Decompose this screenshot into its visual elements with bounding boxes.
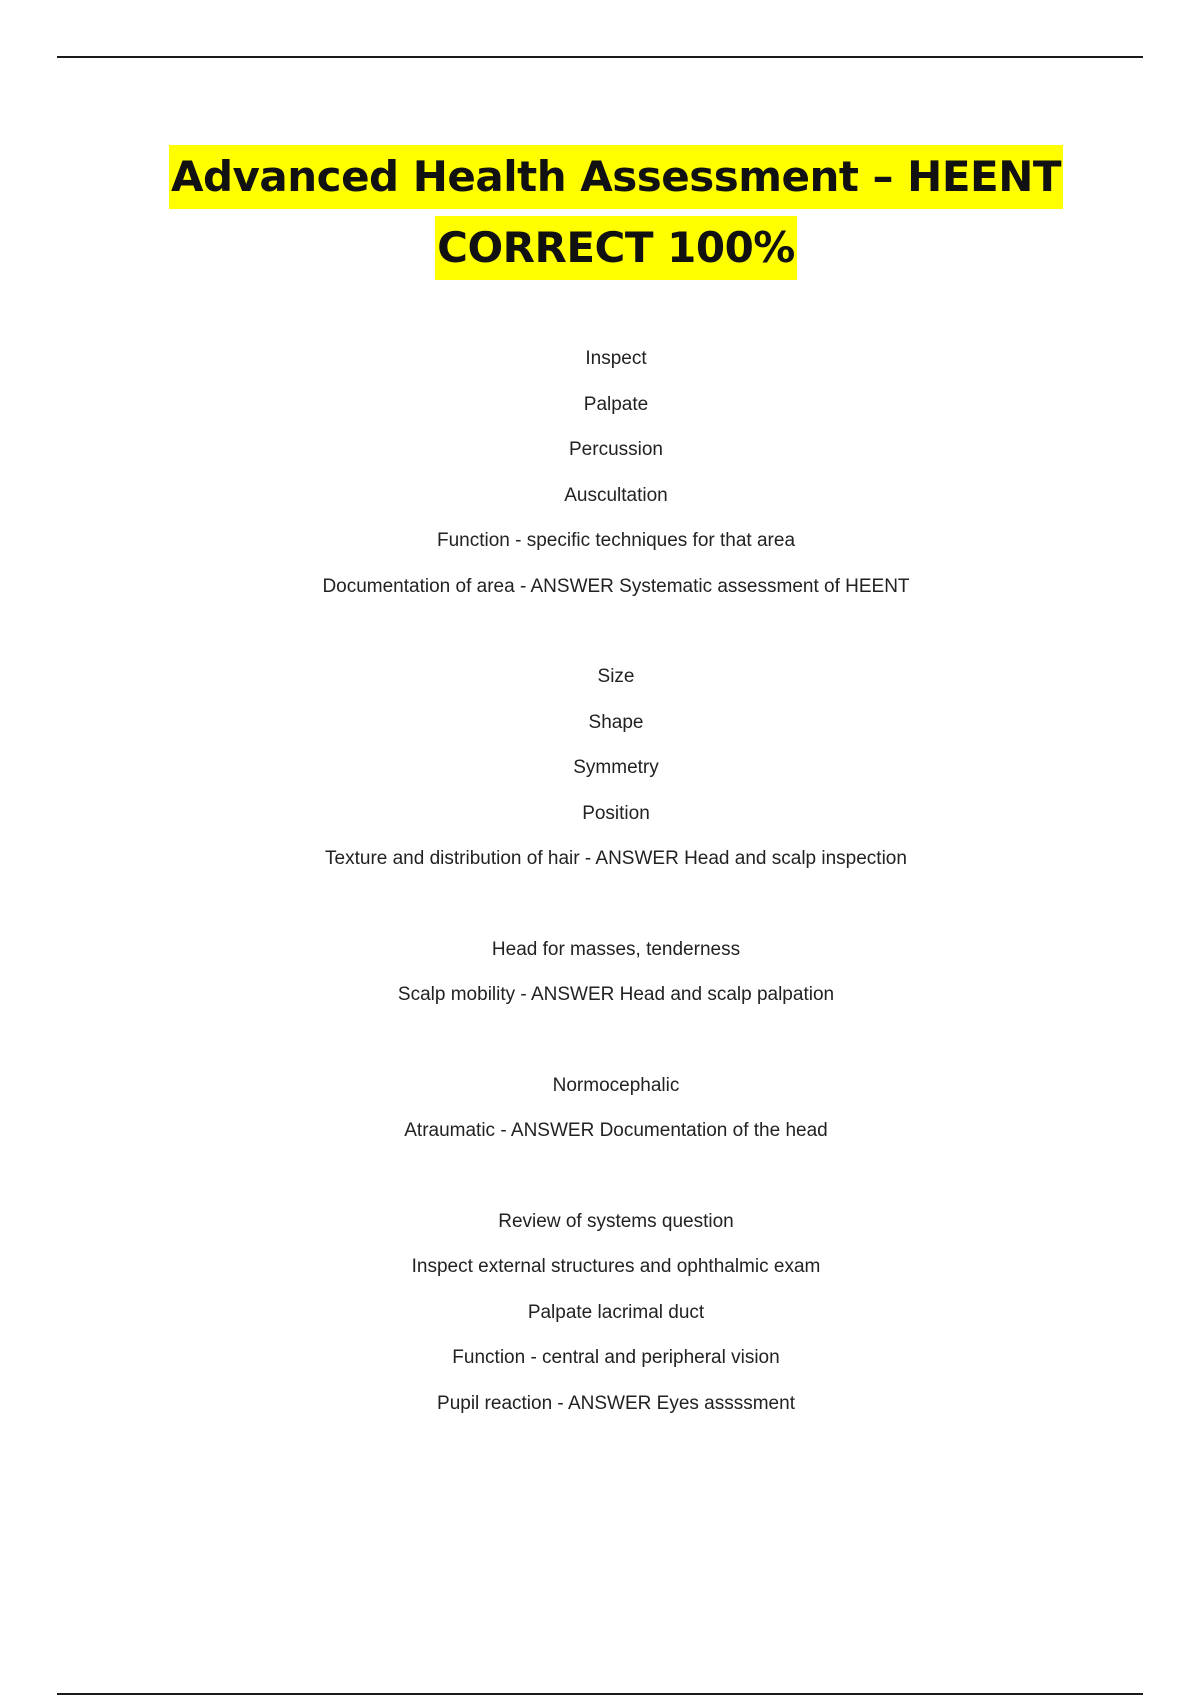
spacer bbox=[0, 613, 1200, 658]
text-line: Size bbox=[597, 666, 635, 687]
spacer bbox=[0, 886, 1200, 931]
document-title bbox=[0, 145, 1200, 287]
title-line-1: Advanced Health Assessment – HEENT bbox=[169, 145, 1063, 209]
text-line: Inspect external structures and ophthalmic exam bbox=[411, 1256, 821, 1277]
text-line: Inspect bbox=[585, 348, 647, 369]
text-line: Shape bbox=[588, 711, 644, 733]
qa-group bbox=[0, 658, 1200, 886]
text-line: Position bbox=[582, 802, 650, 824]
text-line: Symmetry bbox=[573, 757, 659, 778]
text-line: Review of systems question bbox=[498, 1210, 734, 1232]
text-line: Percussion bbox=[569, 439, 663, 460]
text-line: Palpate bbox=[583, 393, 649, 415]
document-body bbox=[0, 340, 1200, 1430]
answer-line: Atraumatic - ANSWER Documentation of the head bbox=[404, 1120, 828, 1141]
qa-group bbox=[0, 1067, 1200, 1158]
text-line: Auscultation bbox=[564, 484, 668, 506]
text-line: Function - specific techniques for that area bbox=[436, 530, 796, 551]
answer-line: Scalp mobility - ANSWER Head and scalp palpation bbox=[397, 984, 835, 1005]
text-line: Function - central and peripheral vision bbox=[452, 1347, 780, 1368]
text-line: Head for masses, tenderness bbox=[491, 938, 741, 960]
spacer bbox=[0, 1158, 1200, 1203]
qa-group bbox=[0, 340, 1200, 613]
qa-group bbox=[0, 931, 1200, 1022]
text-line: Normocephalic bbox=[552, 1074, 680, 1096]
answer-line: Documentation of area - ANSWER Systematic assessment of HEENT bbox=[322, 575, 910, 597]
qa-group bbox=[0, 1203, 1200, 1431]
title-line-2: CORRECT 100% bbox=[435, 216, 797, 280]
header-rule bbox=[57, 56, 1143, 58]
answer-line: Texture and distribution of hair - ANSWER Head and scalp inspection bbox=[325, 848, 907, 869]
text-line: Palpate lacrimal duct bbox=[527, 1301, 705, 1323]
spacer bbox=[0, 1022, 1200, 1067]
footer-rule bbox=[57, 1693, 1143, 1695]
answer-line: Pupil reaction - ANSWER Eyes assssment bbox=[437, 1392, 795, 1414]
